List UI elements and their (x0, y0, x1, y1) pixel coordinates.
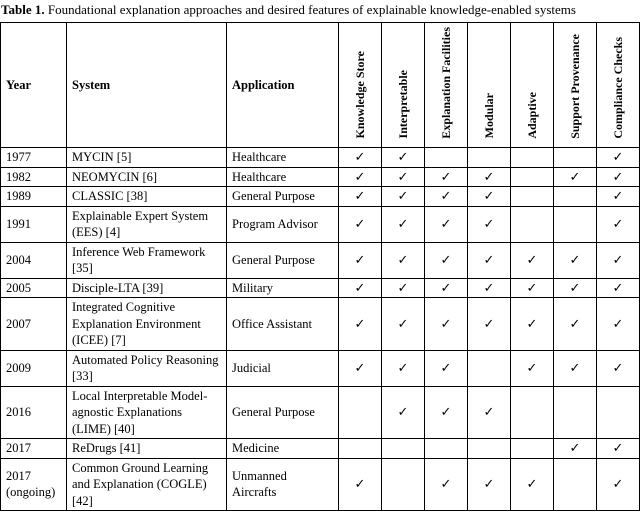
empty-cell (554, 187, 597, 207)
check-mark: ✓ (339, 242, 382, 278)
check-mark: ✓ (382, 148, 425, 168)
empty-cell (468, 439, 511, 459)
table-row (1, 187, 640, 207)
check-mark: ✓ (597, 148, 640, 168)
empty-cell (511, 187, 554, 207)
application-cell: General Purpose (227, 187, 339, 207)
header-support-provenance: Support Provenance (554, 23, 597, 148)
year-cell: 2017 (1, 439, 67, 459)
check-mark: ✓ (597, 167, 640, 187)
application-cell: Office Assistant (227, 298, 339, 351)
year-cell: 2005 (1, 278, 67, 298)
application-cell: General Purpose (227, 386, 339, 439)
check-mark: ✓ (554, 298, 597, 351)
check-mark: ✓ (382, 350, 425, 386)
check-mark: ✓ (597, 439, 640, 459)
year-cell: 2017 (ongoing) (1, 458, 67, 511)
check-mark: ✓ (511, 278, 554, 298)
system-cell: Integrated Cognitive Explanation Environment (ICEE) [7] (67, 298, 227, 351)
check-mark: ✓ (382, 187, 425, 207)
check-mark: ✓ (425, 187, 468, 207)
header-compliance-checks: Compliance Checks (597, 23, 640, 148)
check-mark: ✓ (597, 242, 640, 278)
system-cell: MYCIN [5] (67, 148, 227, 168)
table-row (1, 148, 640, 168)
application-cell: Medicine (227, 439, 339, 459)
year-cell: 1982 (1, 167, 67, 187)
table-caption-text: Foundational explanation approaches and desired features of explainable knowledge-enabled systems (47, 2, 576, 17)
check-mark: ✓ (554, 439, 597, 459)
application-cell: Healthcare (227, 148, 339, 168)
year-cell: 1989 (1, 187, 67, 207)
year-cell: 2016 (1, 386, 67, 439)
year-cell: 2009 (1, 350, 67, 386)
empty-cell (554, 386, 597, 439)
empty-cell (554, 148, 597, 168)
table-row (1, 350, 640, 386)
check-mark: ✓ (425, 242, 468, 278)
check-mark: ✓ (339, 148, 382, 168)
header-adaptive: Adaptive (511, 23, 554, 148)
table-row (1, 242, 640, 278)
check-mark: ✓ (339, 167, 382, 187)
check-mark: ✓ (382, 167, 425, 187)
empty-cell (597, 386, 640, 439)
year-cell: 1977 (1, 148, 67, 168)
system-cell: ReDrugs [41] (67, 439, 227, 459)
year-cell: 2007 (1, 298, 67, 351)
check-mark: ✓ (468, 167, 511, 187)
empty-cell (511, 439, 554, 459)
table-caption (0, 0, 640, 22)
application-cell: Program Advisor (227, 206, 339, 242)
table-row (1, 458, 640, 511)
empty-cell (511, 386, 554, 439)
system-cell: Inference Web Framework [35] (67, 242, 227, 278)
check-mark: ✓ (554, 242, 597, 278)
check-mark: ✓ (511, 242, 554, 278)
header-modular: Modular (468, 23, 511, 148)
empty-cell (511, 167, 554, 187)
header-knowledge-store: Knowledge Store (339, 23, 382, 148)
empty-cell (425, 148, 468, 168)
year-cell: 2004 (1, 242, 67, 278)
system-cell: Local Interpretable Model-agnostic Explanations (LIME) [40] (67, 386, 227, 439)
check-mark: ✓ (339, 350, 382, 386)
application-cell: Unmanned Aircrafts (227, 458, 339, 511)
features-table (0, 22, 640, 511)
check-mark: ✓ (468, 206, 511, 242)
check-mark: ✓ (382, 206, 425, 242)
header-interpretable: Interpretable (382, 23, 425, 148)
check-mark: ✓ (382, 386, 425, 439)
empty-cell (468, 148, 511, 168)
check-mark: ✓ (468, 242, 511, 278)
empty-cell (382, 439, 425, 459)
check-mark: ✓ (597, 206, 640, 242)
check-mark: ✓ (425, 386, 468, 439)
check-mark: ✓ (468, 458, 511, 511)
empty-cell (554, 206, 597, 242)
system-cell: Explainable Expert System (EES) [4] (67, 206, 227, 242)
empty-cell (339, 386, 382, 439)
check-mark: ✓ (382, 298, 425, 351)
check-mark: ✓ (511, 350, 554, 386)
system-cell: NEOMYCIN [6] (67, 167, 227, 187)
check-mark: ✓ (468, 298, 511, 351)
header-row (1, 23, 640, 148)
check-mark: ✓ (597, 350, 640, 386)
check-mark: ✓ (554, 167, 597, 187)
check-mark: ✓ (425, 167, 468, 187)
table-body (1, 148, 640, 511)
check-mark: ✓ (425, 458, 468, 511)
table-row (1, 298, 640, 351)
check-mark: ✓ (339, 298, 382, 351)
system-cell: Common Ground Learning and Explanation (COGLE) [42] (67, 458, 227, 511)
check-mark: ✓ (425, 206, 468, 242)
table-row (1, 206, 640, 242)
empty-cell (425, 439, 468, 459)
application-cell: General Purpose (227, 242, 339, 278)
check-mark: ✓ (382, 242, 425, 278)
check-mark: ✓ (339, 458, 382, 511)
check-mark: ✓ (597, 187, 640, 207)
application-cell: Judicial (227, 350, 339, 386)
table-row (1, 278, 640, 298)
check-mark: ✓ (554, 350, 597, 386)
check-mark: ✓ (468, 187, 511, 207)
check-mark: ✓ (339, 187, 382, 207)
empty-cell (339, 439, 382, 459)
header-year: Year (1, 23, 67, 148)
check-mark: ✓ (468, 386, 511, 439)
empty-cell (468, 350, 511, 386)
header-system: System (67, 23, 227, 148)
header-explanation-facilities: Explanation Facilities (425, 23, 468, 148)
check-mark: ✓ (597, 278, 640, 298)
application-cell: Military (227, 278, 339, 298)
empty-cell (511, 148, 554, 168)
table-row (1, 167, 640, 187)
system-cell: Disciple-LTA [39] (67, 278, 227, 298)
check-mark: ✓ (339, 206, 382, 242)
check-mark: ✓ (425, 278, 468, 298)
check-mark: ✓ (511, 298, 554, 351)
table-row (1, 439, 640, 459)
system-cell: CLASSIC [38] (67, 187, 227, 207)
empty-cell (382, 458, 425, 511)
check-mark: ✓ (425, 350, 468, 386)
check-mark: ✓ (425, 298, 468, 351)
system-cell: Automated Policy Reasoning [33] (67, 350, 227, 386)
table-caption-label: Table 1. (1, 2, 45, 17)
check-mark: ✓ (511, 458, 554, 511)
check-mark: ✓ (468, 278, 511, 298)
check-mark: ✓ (339, 278, 382, 298)
header-application: Application (227, 23, 339, 148)
check-mark: ✓ (554, 278, 597, 298)
year-cell: 1991 (1, 206, 67, 242)
check-mark: ✓ (597, 458, 640, 511)
empty-cell (554, 458, 597, 511)
check-mark: ✓ (597, 298, 640, 351)
empty-cell (511, 206, 554, 242)
application-cell: Healthcare (227, 167, 339, 187)
table-row (1, 386, 640, 439)
check-mark: ✓ (382, 278, 425, 298)
